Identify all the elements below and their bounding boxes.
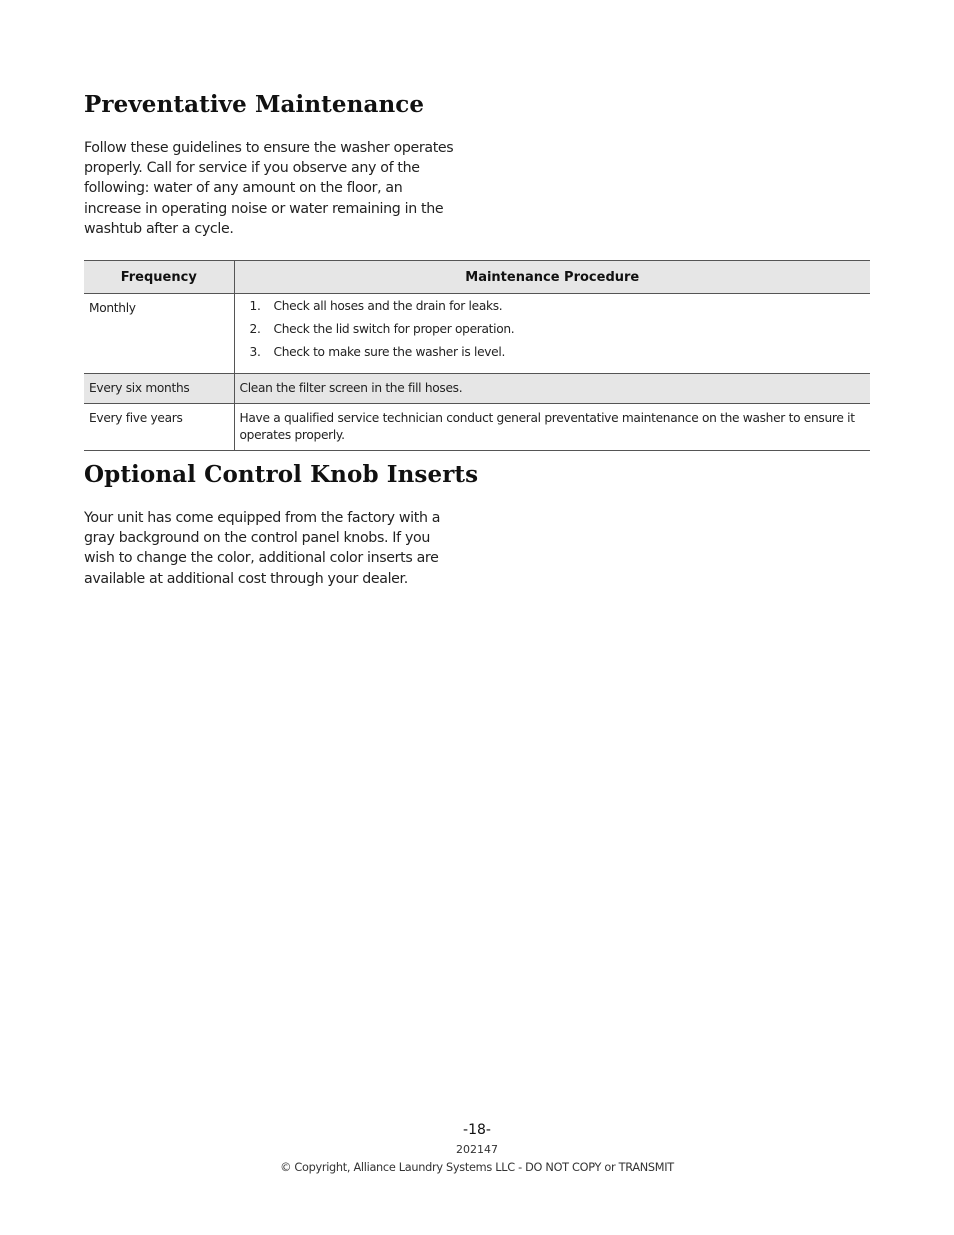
preventative-maintenance-heading: Preventative Maintenance: [84, 91, 425, 118]
page-number: -18-: [463, 1122, 491, 1138]
list-item: [240, 321, 866, 344]
procedure-steps-list: [240, 298, 866, 367]
step-number: 1.: [249, 299, 261, 313]
frequency-column-header: Frequency: [84, 261, 234, 294]
list-item: [240, 298, 866, 321]
table-row: [84, 404, 870, 451]
maintenance-table: [84, 260, 870, 451]
document-number: 202147: [456, 1143, 498, 1156]
procedure-cell: [234, 294, 870, 374]
procedure-cell: Clean the filter screen in the fill hoses.: [234, 374, 870, 404]
step-text: Check the lid switch for proper operation.: [273, 322, 515, 336]
step-number: 3.: [249, 345, 261, 359]
step-number: 2.: [249, 322, 261, 336]
table-row: [84, 374, 870, 404]
frequency-cell: Monthly: [84, 294, 234, 374]
procedure-cell: Have a qualified service technician conduct general preventative maintenance on the washer to ensure it operates properly.: [234, 404, 870, 451]
list-item: [240, 344, 866, 367]
copyright-notice: © Copyright, Alliance Laundry Systems LLC - DO NOT COPY or TRANSMIT: [280, 1161, 674, 1174]
frequency-cell: Every six months: [84, 374, 234, 404]
procedure-column-header: Maintenance Procedure: [234, 261, 870, 294]
step-text: Check to make sure the washer is level.: [273, 345, 506, 359]
preventative-maintenance-intro: Follow these guidelines to ensure the washer operates properly. Call for service if you observe any of the following: water of any amount on the floor, an increase in operating noise or water remaining in the washtub after a cycle.: [84, 140, 454, 237]
table-row: [84, 294, 870, 374]
control-knob-inserts-body: Your unit has come equipped from the factory with a gray background on the control panel knobs. If you wish to change the color, additional color inserts are available at additional cost through your dealer.: [84, 510, 441, 587]
control-knob-inserts-heading: Optional Control Knob Inserts: [84, 461, 479, 488]
frequency-cell: Every five years: [84, 404, 234, 451]
table-header-row: [84, 261, 870, 294]
step-text: Check all hoses and the drain for leaks.: [273, 299, 503, 313]
